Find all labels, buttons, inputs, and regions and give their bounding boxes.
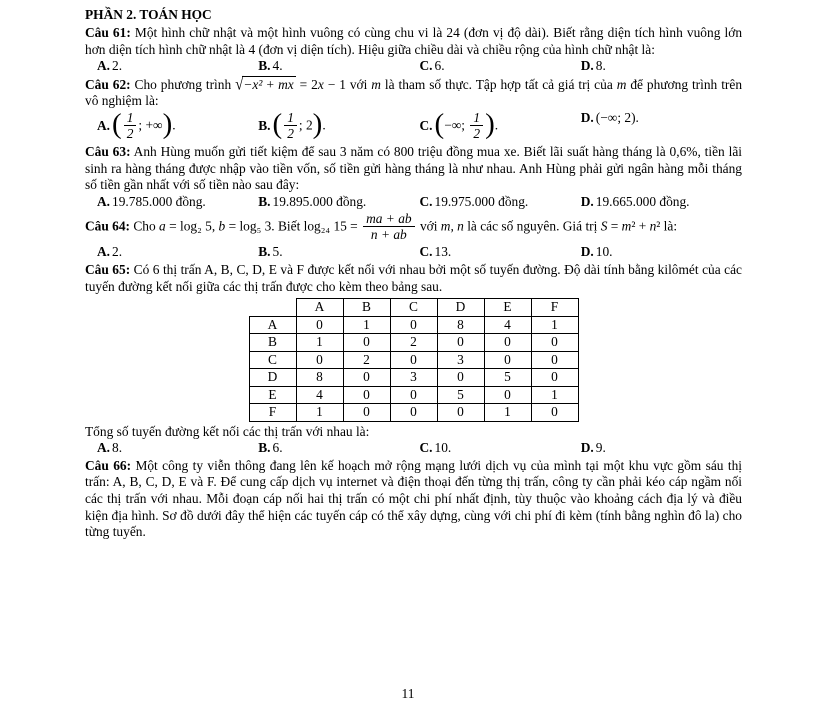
table-header-cell: B bbox=[343, 299, 390, 317]
table-cell: 0 bbox=[531, 351, 578, 369]
text-run: 9. bbox=[595, 440, 606, 456]
table-row bbox=[249, 334, 578, 352]
text-run: x bbox=[317, 76, 324, 92]
table-cell: 2 bbox=[343, 351, 390, 369]
table-cell: 0 bbox=[531, 334, 578, 352]
question-66 bbox=[85, 458, 742, 541]
table-cell: 0 bbox=[437, 369, 484, 387]
table-row-label: D bbox=[249, 369, 296, 387]
question-65-prompt: Tổng số tuyến đường kết nối các thị trấn với nhau là: bbox=[85, 423, 370, 439]
bold-text-run: Câu 62: bbox=[85, 76, 131, 92]
text-run: m, n bbox=[440, 218, 464, 234]
option-b bbox=[258, 244, 419, 261]
distance-table bbox=[249, 298, 579, 422]
bold-text-run: B. bbox=[258, 117, 271, 133]
table-cell: 3 bbox=[390, 369, 437, 387]
text-run: 2. bbox=[112, 244, 123, 260]
text-run: 5. bbox=[272, 244, 283, 260]
table-cell: 5 bbox=[437, 386, 484, 404]
option-b bbox=[258, 194, 419, 211]
bold-text-run: D. bbox=[580, 109, 594, 125]
text-run: ) bbox=[485, 108, 495, 141]
text-run: a bbox=[159, 218, 166, 234]
text-run: = log₂ 5, bbox=[165, 218, 219, 234]
option-a bbox=[97, 194, 258, 211]
question-65-options bbox=[85, 440, 742, 457]
text-run: (−∞; 2). bbox=[595, 109, 639, 125]
table-cell: 0 bbox=[296, 316, 343, 334]
table-row bbox=[249, 369, 578, 387]
table-row-label: B bbox=[249, 334, 296, 352]
text-run: ) bbox=[312, 108, 323, 141]
text-run: ² là: bbox=[656, 218, 678, 234]
text-run: ( bbox=[272, 108, 283, 141]
option-a bbox=[97, 440, 258, 457]
option-c bbox=[420, 194, 581, 211]
table-cell: 0 bbox=[390, 351, 437, 369]
text-run: 19.665.000 đồng. bbox=[595, 193, 690, 209]
table-cell: 1 bbox=[531, 316, 578, 334]
option-a bbox=[97, 244, 258, 261]
table-cell: 1 bbox=[296, 404, 343, 422]
bold-text-run: Câu 65: bbox=[85, 261, 131, 277]
bold-text-run: D. bbox=[580, 244, 594, 260]
text-run: m bbox=[371, 76, 381, 92]
fraction-denominator: n + ab bbox=[370, 227, 407, 243]
text-run: n bbox=[649, 218, 657, 234]
table-cell: 0 bbox=[390, 386, 437, 404]
page-number: 11 bbox=[401, 686, 415, 701]
text-run: là tham số thực. Tập hợp tất cả giá trị của bbox=[380, 76, 617, 92]
bold-text-run: C. bbox=[419, 244, 433, 260]
text-run: 10. bbox=[434, 440, 452, 456]
table-cell: 0 bbox=[343, 369, 390, 387]
text-run: 4. bbox=[272, 58, 283, 74]
table-cell: 1 bbox=[484, 404, 531, 422]
table-row-label: A bbox=[249, 316, 296, 334]
fraction-numerator: 1 bbox=[124, 110, 137, 126]
text-run: Cho phương trình bbox=[130, 76, 236, 92]
option-c bbox=[420, 440, 581, 457]
text-run: Anh Hùng muốn gửi tiết kiệm để sau 3 năm có 800 triệu đồng mua xe. Biết lãi suất hàng tháng là 0,6%, tiền lãi sinh ra hàng tháng được nhập vào tiền vốn, số tiền gửi hàng tháng là như nhau. Anh Hùng phải gửi ngân hàng mỗi tháng số tiền gần nhất với số tiền nào sau đây: bbox=[85, 143, 742, 193]
bold-text-run: Câu 64: bbox=[85, 218, 131, 234]
page-content bbox=[85, 7, 742, 541]
question-61 bbox=[85, 25, 742, 75]
sqrt-radicand: −x² + mx bbox=[243, 76, 294, 92]
table-cell: 1 bbox=[296, 334, 343, 352]
text-run: Một hình chữ nhật và một hình vuông có cùng chu vi là 24 (đơn vị độ dài). Biết rằng diện tích hình vuông lớn hơn diện tích hình chữ nhật là 4 (đơn vị diện tích). Hiệu giữa chiều dài và chiều rộng của hình chữ nhật là: bbox=[85, 25, 743, 57]
table-header-cell: C bbox=[390, 299, 437, 317]
math-fraction bbox=[124, 110, 137, 141]
question-64-options bbox=[85, 244, 742, 261]
text-run: = 2 bbox=[295, 76, 318, 92]
math-fraction bbox=[284, 110, 297, 141]
text-run: 8. bbox=[112, 440, 123, 456]
bold-text-run: A. bbox=[97, 193, 111, 209]
text-run: 2. bbox=[112, 58, 123, 74]
table-cell: 0 bbox=[343, 404, 390, 422]
option-d bbox=[581, 58, 742, 75]
question-66-text bbox=[85, 458, 742, 541]
option-b bbox=[258, 110, 419, 143]
table-cell: 0 bbox=[484, 334, 531, 352]
table-header-row bbox=[249, 299, 578, 317]
table-header-cell: E bbox=[484, 299, 531, 317]
fraction-numerator: 1 bbox=[284, 110, 297, 126]
text-run: = bbox=[607, 218, 622, 234]
table-cell: 0 bbox=[343, 334, 390, 352]
table-header-cell: A bbox=[296, 299, 343, 317]
bold-text-run: A. bbox=[97, 117, 111, 133]
text-run: Một công ty viễn thông đang lên kế hoạch mở rộng mạng lưới dịch vụ của mình tại một khu vực gồm sáu thị trấn: A, B, C, D, E và F. Để cung cấp dịch vụ internet và điện thoại đến từng thị trấn, công ty cần phải kéo cáp ngầm nối các thị trấn với nhau. Mỗi đoạn cáp nối hai thị trấn có một chi phí nhất định, tùy thuộc vào khoảng cách địa lý và điều kiện địa hình. Sơ đồ dưới đây thể hiện các tuyến cáp có thể xây dựng, cùng với chi phí đi kèm (tính bằng nghìn đô la) cho từng tuyến. bbox=[85, 457, 742, 540]
text-run: 6. bbox=[434, 58, 445, 74]
table-header-cell: D bbox=[437, 299, 484, 317]
question-63-text bbox=[85, 144, 742, 194]
bold-text-run: C. bbox=[419, 440, 433, 456]
option-c bbox=[420, 110, 581, 143]
table-corner-cell bbox=[249, 299, 296, 317]
option-a bbox=[97, 110, 258, 143]
text-run: ) bbox=[162, 108, 173, 141]
text-run: ( bbox=[434, 108, 445, 141]
table-row bbox=[249, 386, 578, 404]
text-run: Cho bbox=[130, 218, 160, 234]
question-61-options bbox=[85, 58, 742, 75]
table-cell: 2 bbox=[390, 334, 437, 352]
text-run: 13. bbox=[434, 244, 452, 260]
table-cell: 0 bbox=[484, 351, 531, 369]
table-cell: 0 bbox=[437, 334, 484, 352]
table-cell: 0 bbox=[531, 369, 578, 387]
text-run: 10. bbox=[595, 244, 613, 260]
question-64-text bbox=[85, 211, 742, 244]
math-fraction bbox=[470, 110, 483, 141]
bold-text-run: A. bbox=[97, 440, 111, 456]
table-row bbox=[249, 404, 578, 422]
text-run: 8. bbox=[595, 58, 606, 74]
fraction-numerator: 1 bbox=[470, 110, 483, 126]
option-b bbox=[258, 58, 419, 75]
bold-text-run: B. bbox=[258, 193, 271, 209]
option-d bbox=[581, 440, 742, 457]
table-cell: 0 bbox=[390, 404, 437, 422]
table-cell: 3 bbox=[437, 351, 484, 369]
text-run: . bbox=[322, 117, 326, 133]
text-run: ( bbox=[112, 108, 122, 141]
text-run: 19.785.000 đồng. bbox=[112, 193, 206, 209]
bold-text-run: Câu 63: bbox=[85, 143, 131, 159]
text-run: 19.975.000 đồng. bbox=[434, 193, 529, 209]
table-cell: 1 bbox=[343, 316, 390, 334]
bold-text-run: A. bbox=[97, 58, 111, 74]
question-63-options bbox=[85, 194, 742, 211]
sqrt-sign: √ bbox=[235, 75, 244, 94]
table-row bbox=[249, 316, 578, 334]
bold-text-run: C. bbox=[419, 193, 433, 209]
option-d bbox=[581, 244, 742, 261]
bold-text-run: A. bbox=[97, 244, 111, 260]
bold-text-run: D. bbox=[580, 193, 594, 209]
text-run: 6. bbox=[272, 440, 283, 456]
bold-text-run: C. bbox=[419, 117, 433, 133]
text-run: m bbox=[616, 76, 627, 92]
table-cell: 4 bbox=[296, 386, 343, 404]
bold-text-run: C. bbox=[419, 58, 433, 74]
bold-text-run: Câu 66: bbox=[85, 457, 132, 473]
text-run: = log₅ 3. Biết log₂₄ 15 = bbox=[225, 218, 362, 234]
table-cell: 5 bbox=[484, 369, 531, 387]
table-cell: 0 bbox=[531, 404, 578, 422]
math-fraction bbox=[363, 211, 415, 242]
fraction-denominator: 2 bbox=[473, 125, 481, 141]
text-run: để phương trình trên vô nghiệm là: bbox=[85, 76, 743, 109]
text-run: ² + bbox=[631, 218, 650, 234]
table-cell: 0 bbox=[343, 386, 390, 404]
text-run: S bbox=[600, 218, 608, 234]
table-cell: 8 bbox=[437, 316, 484, 334]
bold-text-run: D. bbox=[580, 58, 594, 74]
text-run: với bbox=[416, 218, 441, 234]
fraction-denominator: 2 bbox=[126, 125, 134, 141]
table-row bbox=[249, 351, 578, 369]
table-cell: 0 bbox=[296, 351, 343, 369]
table-header-cell: F bbox=[531, 299, 578, 317]
text-run: ; +∞ bbox=[138, 117, 163, 133]
bold-text-run: D. bbox=[580, 440, 594, 456]
text-run: . bbox=[494, 117, 499, 133]
table-row-label: E bbox=[249, 386, 296, 404]
question-65 bbox=[85, 262, 742, 457]
option-c bbox=[420, 58, 581, 75]
table-cell: 8 bbox=[296, 369, 343, 387]
text-run: b bbox=[218, 218, 226, 234]
math-sqrt bbox=[235, 77, 296, 92]
table-cell: 0 bbox=[390, 316, 437, 334]
table-cell: 0 bbox=[437, 404, 484, 422]
text-run: ; 2 bbox=[298, 117, 313, 133]
option-d bbox=[581, 110, 742, 143]
question-62-text bbox=[85, 76, 742, 110]
bold-text-run: Câu 61: bbox=[85, 25, 131, 40]
fraction-numerator: ma + ab bbox=[363, 211, 415, 227]
text-run: là các số nguyên. Giá trị bbox=[463, 218, 601, 234]
option-a bbox=[97, 58, 258, 75]
text-run: − 1 với bbox=[323, 76, 372, 92]
text-run: Có 6 thị trấn A, B, C, D, E và F được kết nối với nhau bởi một số tuyến đường. Độ dài tính bằng kilômét của các tuyến đường kết nối giữa các thị trấn được cho kèm theo bảng sau. bbox=[85, 261, 742, 294]
text-run: m bbox=[621, 218, 632, 234]
question-61-text bbox=[85, 25, 742, 58]
table-cell: 0 bbox=[484, 386, 531, 404]
bold-text-run: B. bbox=[258, 440, 271, 456]
bold-text-run: B. bbox=[258, 244, 271, 260]
question-63 bbox=[85, 144, 742, 210]
question-65-text bbox=[85, 262, 742, 295]
bold-text-run: B. bbox=[258, 58, 271, 74]
text-run: −∞; bbox=[444, 117, 469, 133]
question-62-options bbox=[85, 110, 742, 143]
section-title: PHẦN 2. TOÁN HỌC bbox=[85, 7, 212, 22]
option-c bbox=[420, 244, 581, 261]
table-cell: 4 bbox=[484, 316, 531, 334]
option-d bbox=[581, 194, 742, 211]
fraction-denominator: 2 bbox=[287, 125, 294, 141]
text-run: . bbox=[172, 117, 176, 133]
question-64 bbox=[85, 211, 742, 261]
table-row-label: C bbox=[249, 351, 296, 369]
text-run: 19.895.000 đồng. bbox=[272, 193, 367, 209]
table-cell: 1 bbox=[531, 386, 578, 404]
option-b bbox=[258, 440, 419, 457]
question-62 bbox=[85, 76, 742, 143]
table-row-label: F bbox=[249, 404, 296, 422]
